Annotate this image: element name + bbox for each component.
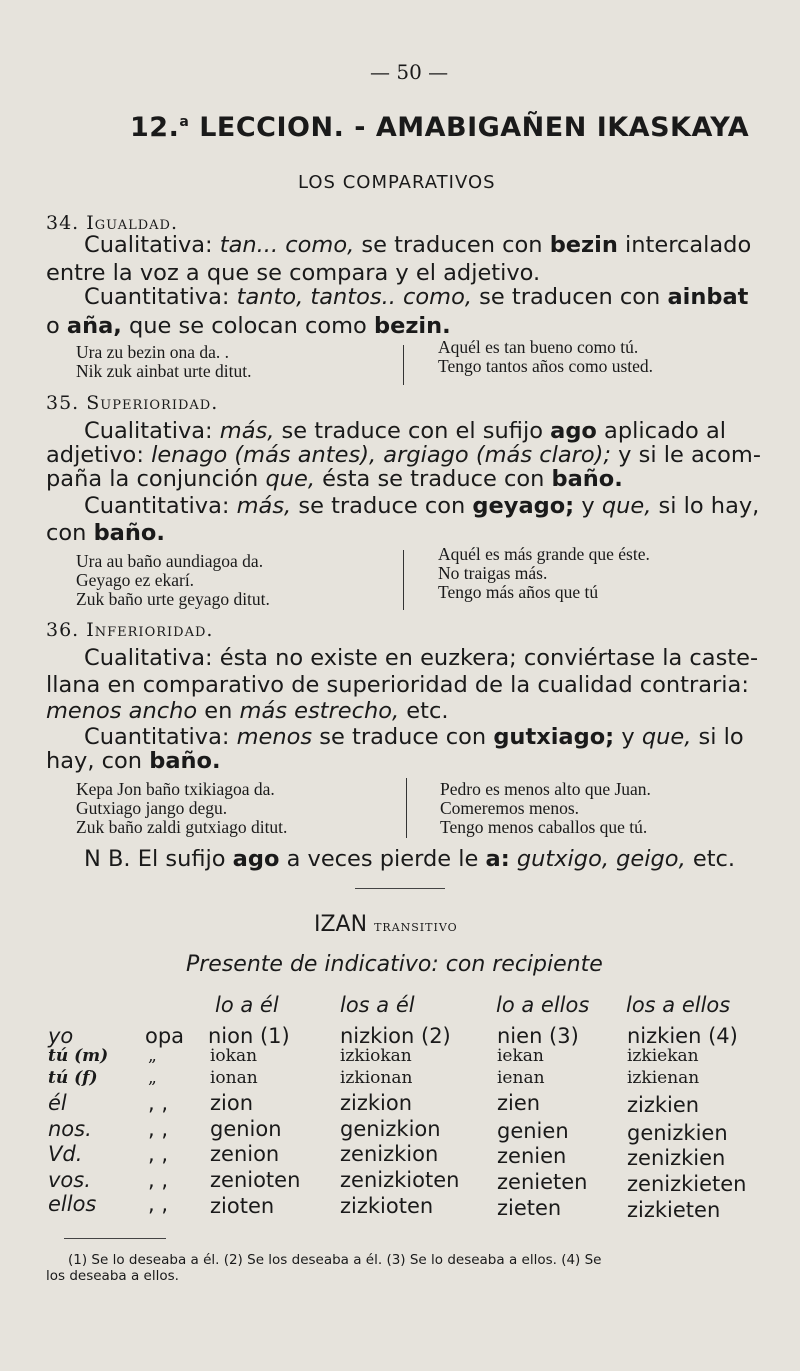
table-cell: nizkion (2)	[340, 1024, 451, 1048]
paragraph-line: Cuantitativa: tanto, tantos.. como, se traducen con ainbat	[84, 284, 749, 310]
table-cell: zenien	[497, 1144, 567, 1168]
table-cell: iekan	[497, 1046, 544, 1066]
table-cell: , ,	[148, 1091, 169, 1115]
table-cell: , ,	[148, 1142, 169, 1166]
footnotes: (1) Se lo deseaba a él. (2) Se los deseaba a él. (3) Se lo deseaba a ellos. (4) Se los deseaba a ellos.	[46, 1252, 602, 1284]
table-cell: él	[48, 1091, 67, 1115]
paragraph-line: paña la conjunción que, ésta se traduce con baño.	[46, 466, 623, 492]
lesson-title: 12.$^a$ LECCION. - AMABIGAÑEN IKASKAYA	[130, 112, 750, 143]
table-cell: zion	[210, 1091, 254, 1115]
table-cell: zenizkion	[340, 1142, 439, 1166]
paragraph-line: Cuantitativa: menos se traduce con gutxiago; y que, si lo	[84, 724, 744, 750]
table-cell: zizkieten	[627, 1198, 721, 1222]
table-header: los a ellos	[626, 993, 731, 1017]
table-cell: iokan	[210, 1046, 258, 1066]
table-cell: nos.	[48, 1117, 92, 1141]
nota-bene: N B. El sufijo ago a veces pierde le a: gutxigo, geigo, etc.	[84, 846, 736, 872]
paragraph-line: Cualitativa: ésta no existe en euzkera; conviértase la caste-	[84, 645, 759, 671]
table-cell: zenion	[210, 1142, 280, 1166]
table-cell: yo	[48, 1024, 74, 1048]
table-cell: Vd.	[48, 1142, 83, 1166]
table-cell: genien	[497, 1119, 569, 1143]
heading-superioridad: 35. Superioridad.	[46, 392, 219, 414]
table-cell: genion	[210, 1117, 282, 1141]
divider	[355, 888, 445, 889]
izan-subtitle: Presente de indicativo: con recipiente	[186, 952, 603, 977]
table-header: lo a ellos	[496, 993, 590, 1017]
heading-inferioridad: 36. Inferioridad.	[46, 619, 214, 641]
table-cell: zenizkioten	[340, 1168, 460, 1192]
table-cell: izkienan	[627, 1068, 700, 1088]
example-basque: Kepa Jon baño txikiagoa da. Gutxiago jango degu. Zuk baño zaldi gutxiago ditut.	[76, 779, 288, 837]
paragraph-line: Cualitativa: tan... como, se traducen con bezin intercalado	[84, 232, 752, 258]
paragraph-line: menos ancho en más estrecho, etc.	[46, 698, 449, 724]
table-cell: , ,	[148, 1168, 169, 1192]
table-cell: tú (m)	[48, 1046, 109, 1066]
table-cell: zenieten	[497, 1170, 588, 1194]
table-cell: zizkien	[627, 1093, 700, 1117]
table-cell: , ,	[148, 1117, 169, 1141]
table-cell: zioten	[210, 1194, 275, 1218]
paragraph-line: o aña, que se colocan como bezin.	[46, 313, 451, 339]
table-cell: ionan	[210, 1068, 258, 1088]
table-cell: nizkien (4)	[627, 1024, 738, 1048]
table-cell: , ,	[148, 1192, 169, 1216]
example-basque: Ura zu bezin ona da. . Nik zuk ainbat urte ditut.	[76, 342, 252, 381]
example-spanish: Pedro es menos alto que Juan. Comeremos menos. Tengo menos caballos que tú.	[440, 779, 651, 837]
table-cell: opa	[145, 1024, 185, 1048]
table-cell: ienan	[497, 1068, 545, 1088]
paragraph-line: con baño.	[46, 520, 165, 546]
table-cell: zien	[497, 1091, 541, 1115]
table-cell: izkiokan	[340, 1046, 412, 1066]
table-cell: „	[148, 1046, 157, 1066]
example-spanish: Aquél es más grande que éste. No traigas más. Tengo más años que tú	[438, 544, 650, 602]
table-cell: ellos	[48, 1192, 97, 1216]
example-basque: Ura au baño aundiagoa da. Geyago ez ekarí. Zuk baño urte geyago ditut.	[76, 551, 270, 609]
izan-title: IZAN transitivo	[314, 912, 458, 937]
paragraph-line: Cuantitativa: más, se traduce con geyago; y que, si lo hay,	[84, 493, 760, 519]
table-cell: izkiekan	[627, 1046, 699, 1066]
paragraph-line: Cualitativa: más, se traduce con el sufijo ago aplicado al	[84, 418, 727, 444]
table-header: lo a él	[215, 993, 279, 1017]
paragraph-line: hay, con baño.	[46, 748, 221, 774]
heading-igualdad: 34. Igualdad.	[46, 212, 178, 234]
page-number: — 50 —	[370, 60, 449, 84]
paragraph-line: llana en comparativo de superioridad de la cualidad contraria:	[46, 672, 749, 698]
table-cell: zizkioten	[340, 1194, 434, 1218]
table-cell: „	[148, 1068, 157, 1088]
table-cell: zenizkien	[627, 1146, 726, 1170]
table-cell: zizkion	[340, 1091, 413, 1115]
table-cell: zieten	[497, 1196, 562, 1220]
table-cell: vos.	[48, 1168, 91, 1192]
table-cell: zenioten	[210, 1168, 301, 1192]
example-spanish: Aquél es tan bueno como tú. Tengo tantos años como usted.	[438, 337, 654, 376]
table-cell: genizkion	[340, 1117, 441, 1141]
paragraph-line: entre la voz a que se compara y el adjetivo.	[46, 260, 541, 286]
table-cell: nien (3)	[497, 1024, 579, 1048]
table-cell: zenizkieten	[627, 1172, 747, 1196]
table-cell: tú (f)	[48, 1068, 98, 1088]
footnote-rule	[64, 1238, 166, 1239]
table-cell: izkionan	[340, 1068, 413, 1088]
table-header: los a él	[340, 993, 415, 1017]
section-subtitle: LOS COMPARATIVOS	[298, 172, 496, 193]
table-cell: genizkien	[627, 1121, 728, 1145]
paragraph-line: adjetivo: lenago (más antes), argiago (más claro); y si le acom-	[46, 442, 761, 468]
table-cell: nion (1)	[208, 1024, 290, 1048]
